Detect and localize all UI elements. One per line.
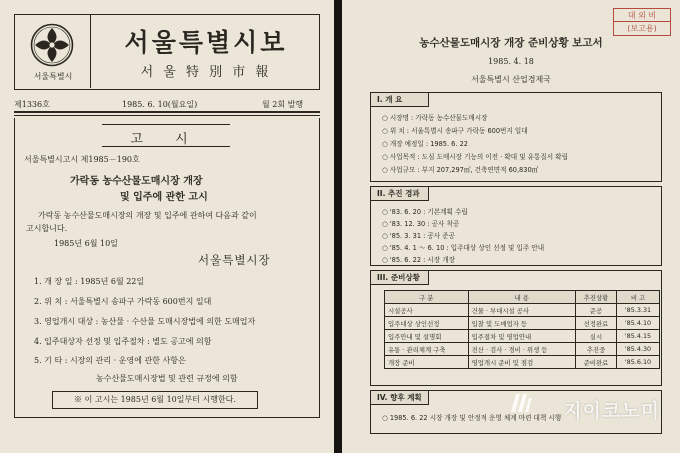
notice-body-line2: 고시합니다. bbox=[26, 224, 68, 233]
notice-body-line1: 가락동 농수산물도매시장의 개장 및 입주에 관하여 다음과 같이 bbox=[38, 211, 257, 220]
table-cell: 선정완료 bbox=[575, 317, 616, 330]
progress-line: ○ '85. 3. 31 : 공사 준공 bbox=[382, 232, 456, 240]
table-cell: 입찰 및 도매업자 등 bbox=[468, 317, 575, 330]
table-cell: '85.4.10 bbox=[617, 317, 660, 330]
table-cell: 준공 bbox=[575, 304, 616, 317]
section-future-plan-heading: IV. 향후 계획 bbox=[371, 391, 429, 405]
notice-item-1: 1. 개 장 일 : 1985년 6월 22일 bbox=[34, 277, 145, 286]
table-cell: '85.4.30 bbox=[617, 343, 660, 356]
notice-item-3: 3. 영업개시 대상 : 농산물 · 수산물 도매시장법에 의한 도매업자 bbox=[34, 317, 256, 326]
seoul-seal-icon bbox=[30, 23, 74, 67]
overview-line: ○ 위 치 : 서울특별시 송파구 가락동 600번지 일대 bbox=[382, 127, 528, 135]
table-header-cell: 구 분 bbox=[385, 291, 469, 304]
issue-rule bbox=[14, 115, 320, 116]
report-date: 1985. 4. 18 bbox=[488, 57, 534, 66]
section-progress-heading: II. 추진 경과 bbox=[371, 187, 429, 201]
table-cell: 입주절차 및 영업안내 bbox=[468, 330, 575, 343]
table-header-cell: 비 고 bbox=[617, 291, 660, 304]
seal-caption: 서울특별시 bbox=[33, 72, 73, 81]
issue-number: 제1336호 bbox=[14, 100, 50, 109]
table-row bbox=[385, 304, 660, 317]
notice-effective-note: ※ 이 고시는 1985년 6월 10일부터 시행한다. bbox=[52, 391, 258, 409]
table-cell: 개장 준비 bbox=[385, 356, 469, 369]
gazette-page bbox=[0, 0, 334, 453]
section-preparation-heading: III. 준비상황 bbox=[371, 271, 429, 285]
notice-item-5: 5. 기 타 : 시장의 관리 · 운영에 관한 사항은 bbox=[34, 356, 186, 365]
table-row bbox=[385, 343, 660, 356]
notice-number: 서울특별시고시 제1985－190호 bbox=[24, 155, 140, 164]
issue-frequency: 월 2회 발행 bbox=[262, 100, 304, 109]
notice-title-rule-bottom bbox=[102, 146, 230, 147]
section-overview-heading: I. 개 요 bbox=[371, 93, 429, 107]
notice-item-2: 2. 위 치 : 서울특별시 송파구 가락동 600번지 일대 bbox=[34, 297, 212, 306]
table-cell: 추진중 bbox=[575, 343, 616, 356]
book-gutter bbox=[334, 0, 342, 453]
table-cell: 실시 bbox=[575, 330, 616, 343]
notice-signatory: 서울특별시장 bbox=[198, 253, 271, 267]
table-row bbox=[385, 317, 660, 330]
progress-line: ○ '85. 6. 22 : 시장 개장 bbox=[382, 256, 456, 264]
table-cell: 영업개시 준비 및 점검 bbox=[468, 356, 575, 369]
table-cell: '85.4.15 bbox=[617, 330, 660, 343]
gazette-masthead bbox=[14, 14, 320, 90]
progress-line: ○ '83. 12. 30 : 공사 착공 bbox=[382, 220, 460, 228]
report-page bbox=[342, 0, 680, 453]
preparation-table bbox=[384, 290, 660, 369]
table-cell: 전산 · 검사 · 경비 · 위생 등 bbox=[468, 343, 575, 356]
notice-heading-line1: 가락동 농수산물도매시장 개장 bbox=[70, 176, 203, 187]
issue-bar bbox=[14, 96, 320, 113]
table-cell: '85.6.10 bbox=[617, 356, 660, 369]
overview-line: ○ 시장명 : 가락동 농수산물도매시장 bbox=[382, 114, 488, 122]
notice-item-5-continued: 농수산물도매시장법 및 관련 규정에 의함 bbox=[96, 374, 238, 383]
progress-line: ○ '85. 4. 1 ～ 6. 10 : 입주대상 상인 선정 및 입주 안내 bbox=[382, 244, 545, 252]
watermark-text: 지이코노미 bbox=[563, 400, 660, 422]
progress-line: ○ '83. 6. 20 : 기본계획 수립 bbox=[382, 208, 468, 216]
future-plan-line: ○ 1985. 6. 22 시장 개장 및 안정적 운영 체계 마련 대책 시행 bbox=[382, 414, 562, 422]
table-cell: 건물 · 부대시설 공사 bbox=[468, 304, 575, 317]
table-header-cell: 추진상황 bbox=[575, 291, 616, 304]
notice-date: 1985년 6월 10일 bbox=[54, 239, 118, 248]
overview-line: ○ 사업규모 : 부지 207,297㎡, 건축연면적 60,830㎡ bbox=[382, 166, 539, 174]
table-row bbox=[385, 356, 660, 369]
table-cell: '85.3.31 bbox=[617, 304, 660, 317]
table-cell: 시설공사 bbox=[385, 304, 469, 317]
stamp-top-text: 대 외 비 bbox=[614, 9, 670, 22]
table-cell: 준비완료 bbox=[575, 356, 616, 369]
issue-date: 1985. 6. 10(월요일) bbox=[122, 100, 198, 109]
notice-title-rule-top bbox=[102, 124, 230, 125]
watermark-logo-icon bbox=[508, 390, 534, 416]
table-cell: 입주대상 상인선정 bbox=[385, 317, 469, 330]
gazette-subtitle: 서 울 特 別 市 報 bbox=[140, 65, 272, 80]
notice-heading-line2: 및 입주에 관한 고시 bbox=[120, 192, 208, 203]
table-row bbox=[385, 330, 660, 343]
overview-line: ○ 사업목적 : 도심 도매시장 기능의 이전 · 확대 및 유통질서 확립 bbox=[382, 153, 568, 161]
table-header-cell: 내 용 bbox=[468, 291, 575, 304]
report-department: 서울특별시 산업경제국 bbox=[471, 75, 551, 84]
table-header-row bbox=[385, 291, 660, 304]
confidential-stamp bbox=[613, 8, 671, 36]
notice-title: 고 시 bbox=[130, 132, 202, 147]
seal-box bbox=[15, 15, 91, 88]
overview-line: ○ 개장 예정일 : 1985. 6. 22 bbox=[382, 140, 468, 148]
stamp-bottom-text: (보고용) bbox=[627, 24, 657, 33]
table-cell: 유통 · 관리체계 구축 bbox=[385, 343, 469, 356]
notice-item-4: 4. 입주대상자 선정 및 입주절차 : 별도 공고에 의함 bbox=[34, 337, 212, 346]
table-cell: 입주안내 및 설명회 bbox=[385, 330, 469, 343]
report-title: 농수산물도매시장 개장 준비상황 보고서 bbox=[419, 37, 603, 49]
gazette-title: 서울특별시보 bbox=[124, 28, 288, 57]
